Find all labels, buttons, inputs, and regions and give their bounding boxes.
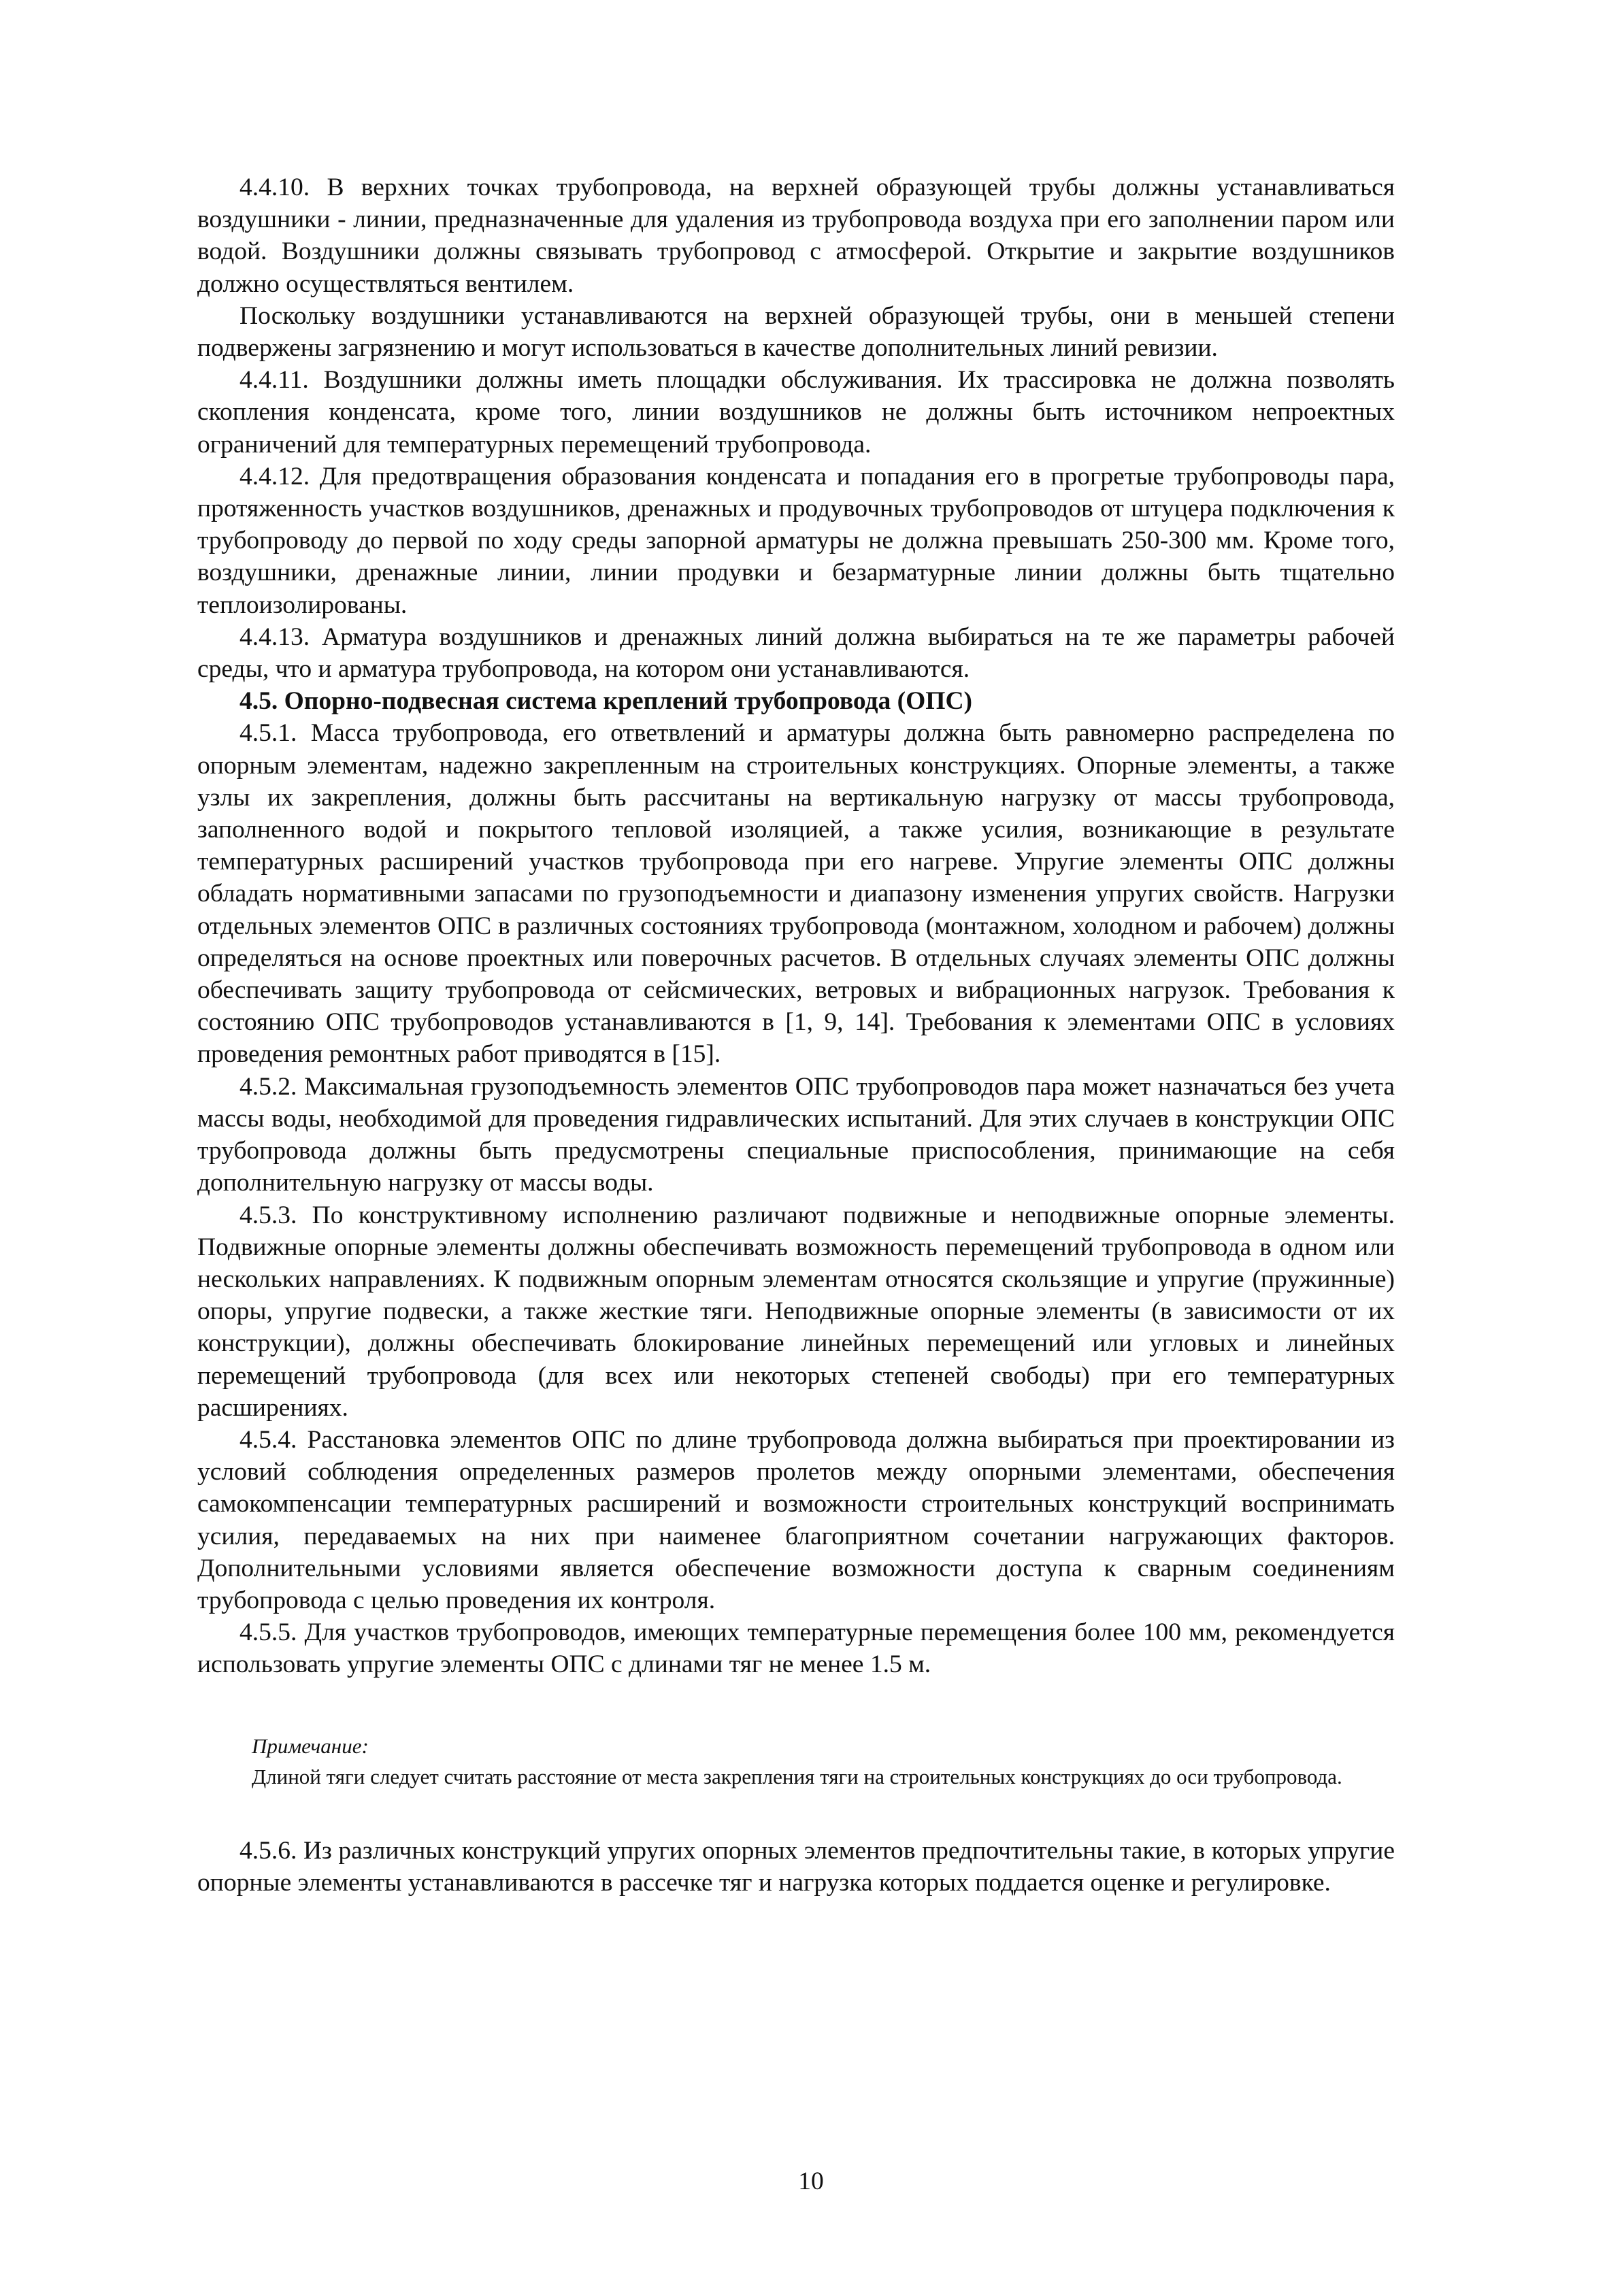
paragraph-air-vents-revision: Поскольку воздушники устанавливаются на верхней образующей трубы, они в меньшей степени подвержены загрязнению и могут использоваться в качестве дополнительных линий ревизии. xyxy=(197,301,1395,363)
paragraph-4-4-10: 4.4.10. В верхних точках трубопровода, на верхней образующей трубы должны устанавливаться воздушники - линии, предназначенные для удаления из трубопровода воздуха при его заполнении паром или водой. Воздушники должны связывать трубопровод с атмосферой. Открытие и закрытие воздушников должно осуществляться вентилем. xyxy=(197,173,1395,298)
paragraph-4-5-3: 4.5.3. По конструктивному исполнению различают подвижные и неподвижные опорные элементы. Подвижные опорные элементы должны обеспечивать возможность перемещений трубопровода в одном или нескольких направлениях. К подвижным опорным элементам относятся скользящие и упругие (пружинные) опоры, упругие подвески, а также жесткие тяги. Неподвижные опорные элементы (в зависимости от их конструкции), должны обеспечивать блокирование линейных перемещений или угловых и линейных перемещений трубопровода (для всех или некоторых степеней свободы) при его температурных расширениях. xyxy=(197,1201,1395,1422)
section-heading-4-5: 4.5. Опорно-подвесная система креплений трубопровода (ОПС) xyxy=(239,687,973,716)
note-block xyxy=(197,1733,1395,1791)
paragraph-4-5-1: 4.5.1. Масса трубопровода, его ответвлений и арматуры должна быть равномерно распределена по опорным элементам, надежно закрепленным на строительных конструкциях. Опорные элементы, а также узлы их закрепления, должны быть рассчитаны на вертикальную нагрузку от массы трубопровода, заполненного водой и покрытого тепловой изоляцией, а также усилия, возникающие в результате температурных расширений участков трубопровода при его нагреве. Упругие элементы ОПС должны обладать нормативными запасами по грузоподъемности и диапазону изменения упругих свойств. Нагрузки отдельных элементов ОПС в различных состояниях трубопровода (монтажном, холодном и рабочем) должны определяться на основе проектных или поверочных расчетов. В отдельных случаях элементы ОПС должны обеспечивать защиту трубопровода от сейсмических, ветровых и вибрационных нагрузок. Требования к состоянию ОПС трубопроводов устанавливаются в [1, 9, 14]. Требования к элементами ОПС в условиях проведения ремонтных работ приводятся в [15]. xyxy=(197,719,1395,1069)
note-title: Примечание: xyxy=(252,1733,369,1758)
page-number: 10 xyxy=(798,2167,824,2195)
paragraph-4-4-11: 4.4.11. Воздушники должны иметь площадки обслуживания. Их трассировка не должна позволять скопления конденсата, кроме того, линии воздушников не должны быть источником непроектных ограничений для температурных перемещений трубопровода. xyxy=(197,366,1395,459)
paragraph-4-5-2: 4.5.2. Максимальная грузоподъемность элементов ОПС трубопроводов пара может назначаться без учета массы воды, необходимой для проведения гидравлических испытаний. Для этих случаев в конструкции ОПС трубопровода должны быть предусмотрены специальные приспособления, принимающие на себя дополнительную нагрузку от массы воды. xyxy=(197,1072,1395,1197)
paragraph-4-5-6: 4.5.6. Из различных конструкций упругих опорных элементов предпочтительны такие, в которых упругие опорные элементы устанавливаются в рассечке тяг и нагрузка которых поддается оценке и регулировке. xyxy=(197,1836,1395,1897)
paragraph-4-5-4: 4.5.4. Расстановка элементов ОПС по длине трубопровода должна выбираться при проектировании из условий соблюдения определенных размеров пролетов между опорными элементами, обеспечения самокомпенсации температурных расширений и возможности строительных конструкций воспринимать усилия, передаваемых на них при наименее благоприятном сочетании нагружающих факторов. Дополнительными условиями является обеспечение возможности доступа к сварным соединениям трубопровода с целью проведения их контроля. xyxy=(197,1425,1395,1614)
page-body xyxy=(197,171,1395,1899)
paragraph-4-4-13: 4.4.13. Арматура воздушников и дренажных линий должна выбираться на те же параметры рабочей среды, что и арматура трубопровода, на котором они устанавливаются. xyxy=(197,622,1395,684)
note-text: Длиной тяги следует считать расстояние от места закрепления тяги на строительных конструкциях до оси трубопровода. xyxy=(252,1764,1342,1788)
paragraph-4-4-12: 4.4.12. Для предотвращения образования конденсата и попадания его в прогретые трубопроводы пара, протяженность участков воздушников, дренажных и продувочных трубопроводов от штуцера подключения к трубопроводу до первой по ходу среды запорной арматуры не должна превышать 250-300 мм. Кроме того, воздушники, дренажные линии, линии продувки и безарматурные линии должны быть тщательно теплоизолированы. xyxy=(197,462,1395,619)
paragraph-4-5-5: 4.5.5. Для участков трубопроводов, имеющих температурные перемещения более 100 мм, рекомендуется использовать упругие элементы ОПС с длинами тяг не менее 1.5 м. xyxy=(197,1618,1395,1679)
